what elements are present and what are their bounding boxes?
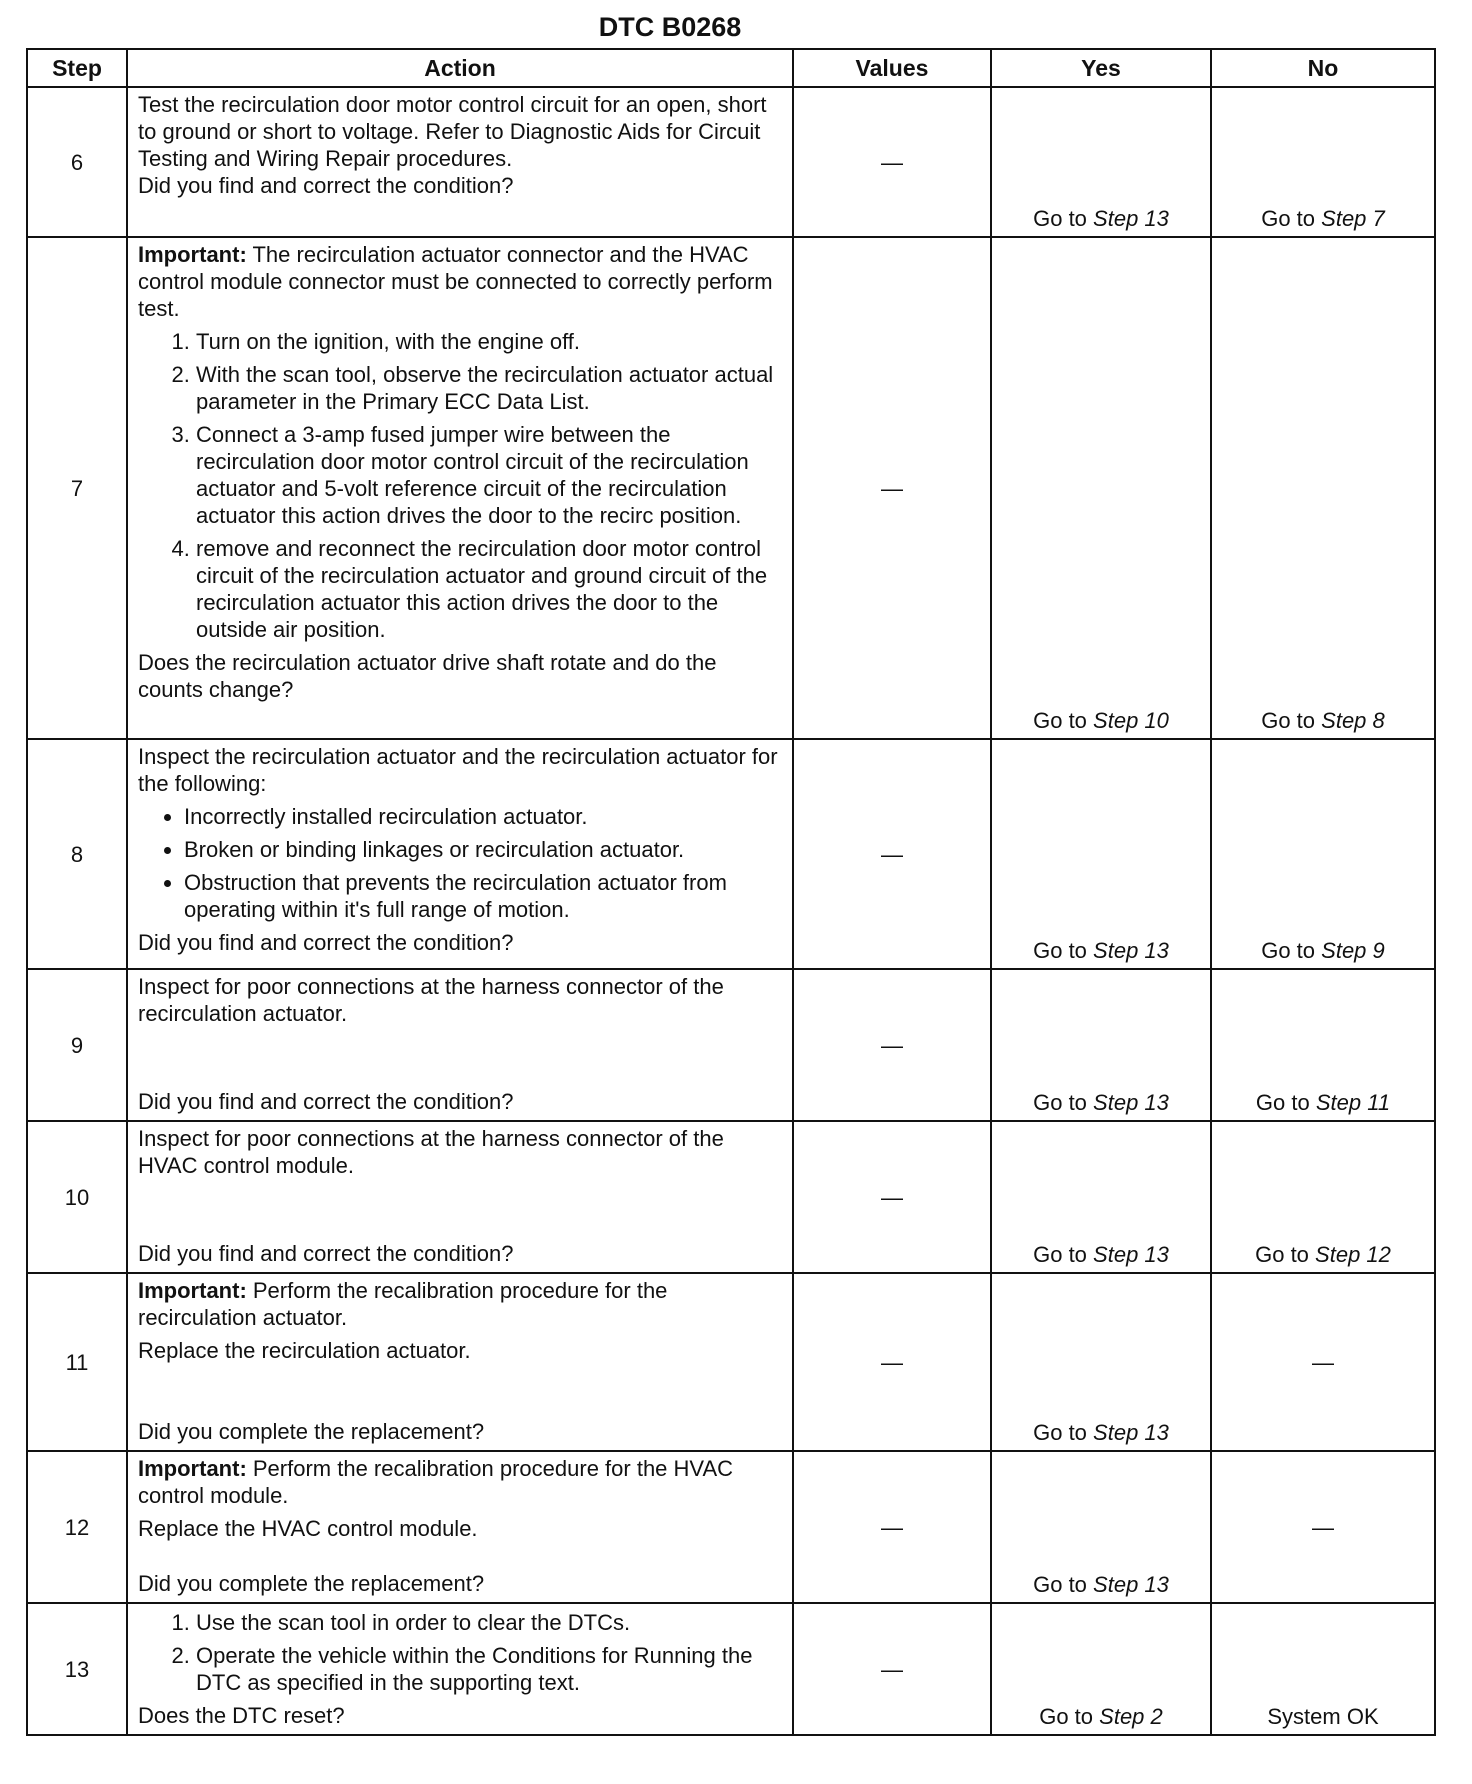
header-action: Action <box>127 49 793 87</box>
goto-label: Go to <box>1033 1420 1087 1445</box>
action-cell <box>127 87 793 237</box>
goto-label: Go to <box>1261 938 1316 963</box>
action-question: Did you complete the replacement? <box>138 1571 485 1596</box>
no-cell: — <box>1211 1451 1435 1603</box>
yes-cell <box>991 87 1211 237</box>
step-number: 6 <box>27 87 127 237</box>
page-title: DTC B0268 <box>598 12 742 42</box>
important-note <box>138 1277 782 1331</box>
yes-cell <box>991 969 1211 1121</box>
important-text: Perform the recalibration procedure for the recirculation actuator. <box>138 1278 668 1330</box>
action-text: Replace the recirculation actuator. <box>138 1338 471 1363</box>
table-row-step-12 <box>27 1451 1435 1603</box>
no-step-ref: Step 8 <box>1321 708 1385 733</box>
step-number: 10 <box>27 1121 127 1273</box>
important-label: Important: <box>138 1278 247 1303</box>
action-text: Inspect the recirculation actuator and the recirculation actuator for the following: <box>138 744 778 796</box>
yes-cell <box>991 1273 1211 1451</box>
values-cell: — <box>793 237 991 739</box>
goto-label: Go to <box>1255 1242 1309 1267</box>
list-item: 1. Use the scan tool in order to clear the DTCs. <box>196 1609 782 1636</box>
header-yes: Yes <box>991 49 1211 87</box>
goto-label: Go to <box>1039 1704 1094 1729</box>
goto-label: Go to <box>1261 708 1316 733</box>
action-text: Test the recirculation door motor control circuit for an open, short to ground or short to voltage. Refer to Diagnostic Aids for Circuit Testing and Wiring Repair procedures. <box>138 92 767 171</box>
header-step: Step <box>27 49 127 87</box>
yes-step-ref: Step 10 <box>1093 708 1169 733</box>
goto-label: Go to <box>1033 1242 1087 1267</box>
action-question: Does the recirculation actuator drive shaft rotate and do the counts change? <box>138 650 717 702</box>
action-question: Did you complete the replacement? <box>138 1419 485 1444</box>
important-label: Important: <box>138 242 247 267</box>
action-question: Did you find and correct the condition? <box>138 173 514 198</box>
no-step-ref: Step 7 <box>1321 206 1385 231</box>
list-item: • Obstruction that prevents the recirculation actuator from operating within it's full range of motion. <box>184 869 782 923</box>
dtc-table <box>26 48 1436 1736</box>
goto-label: Go to <box>1033 938 1087 963</box>
important-note <box>138 241 782 322</box>
values-cell: — <box>793 1273 991 1451</box>
goto-label: Go to <box>1033 1090 1087 1115</box>
action-question: Did you find and correct the condition? <box>138 930 514 955</box>
values-cell: — <box>793 1121 991 1273</box>
procedure-list <box>138 1609 782 1696</box>
yes-step-ref: Step 13 <box>1093 1420 1169 1445</box>
action-cell <box>127 1273 793 1451</box>
action-question: Did you find and correct the condition? <box>138 1089 514 1114</box>
list-item: 4. remove and reconnect the recirculation door motor control circuit of the recirculation actuator and ground circuit of the recirculation actuator this action drives the door to the outside air position. <box>196 535 782 643</box>
no-cell: System OK <box>1211 1603 1435 1735</box>
values-cell: — <box>793 969 991 1121</box>
yes-step-ref: Step 13 <box>1093 938 1169 963</box>
yes-step-ref: Step 13 <box>1093 1090 1169 1115</box>
list-item: 3. Connect a 3-amp fused jumper wire between the recirculation door motor control circuit of the recirculation actuator and 5-volt reference circuit of the recirculation actuator this action drives the door to the recirc position. <box>196 421 782 529</box>
values-cell: — <box>793 1451 991 1603</box>
no-cell: — <box>1211 1273 1435 1451</box>
no-cell <box>1211 237 1435 739</box>
step-number: 11 <box>27 1273 127 1451</box>
action-cell <box>127 969 793 1121</box>
table-row-step-13 <box>27 1603 1435 1735</box>
yes-step-ref: Step 13 <box>1093 1242 1169 1267</box>
important-note <box>138 1455 782 1509</box>
yes-cell <box>991 1121 1211 1273</box>
table-row-step-7 <box>27 237 1435 739</box>
no-cell <box>1211 87 1435 237</box>
action-cell <box>127 739 793 969</box>
table-row-step-6 <box>27 87 1435 237</box>
values-cell: — <box>793 739 991 969</box>
values-cell: — <box>793 1603 991 1735</box>
no-cell <box>1211 969 1435 1121</box>
list-item: • Incorrectly installed recirculation actuator. <box>184 803 782 830</box>
table-row-step-11 <box>27 1273 1435 1451</box>
action-text: Inspect for poor connections at the harness connector of the recirculation actuator. <box>138 974 724 1026</box>
yes-step-ref: Step 13 <box>1093 206 1169 231</box>
step-number: 13 <box>27 1603 127 1735</box>
yes-cell <box>991 237 1211 739</box>
goto-label: Go to <box>1261 206 1316 231</box>
no-cell <box>1211 1121 1435 1273</box>
important-text: Perform the recalibration procedure for the HVAC control module. <box>138 1456 734 1508</box>
step-number: 9 <box>27 969 127 1121</box>
no-cell <box>1211 739 1435 969</box>
yes-cell <box>991 1451 1211 1603</box>
step-number: 12 <box>27 1451 127 1603</box>
step-number: 7 <box>27 237 127 739</box>
no-step-ref: Step 9 <box>1321 938 1385 963</box>
important-label: Important: <box>138 1456 247 1481</box>
header-values: Values <box>793 49 991 87</box>
goto-label: Go to <box>1033 1572 1087 1597</box>
header-no: No <box>1211 49 1435 87</box>
action-text: Replace the HVAC control module. <box>138 1516 478 1541</box>
goto-label: Go to <box>1033 708 1087 733</box>
no-step-ref: Step 12 <box>1315 1242 1391 1267</box>
action-cell <box>127 1603 793 1735</box>
important-text: The recirculation actuator connector and the HVAC control module connector must be connected to correctly perform test. <box>138 242 773 321</box>
action-question: Does the DTC reset? <box>138 1703 345 1728</box>
header-row <box>27 49 1435 87</box>
inspection-list <box>138 803 782 923</box>
list-item: • Broken or binding linkages or recirculation actuator. <box>184 836 782 863</box>
yes-step-ref: Step 2 <box>1099 1704 1163 1729</box>
values-cell: — <box>793 87 991 237</box>
action-text: Inspect for poor connections at the harness connector of the HVAC control module. <box>138 1126 724 1178</box>
yes-cell <box>991 739 1211 969</box>
procedure-list <box>138 328 782 643</box>
yes-step-ref: Step 13 <box>1093 1572 1169 1597</box>
action-cell <box>127 237 793 739</box>
list-item: 1. Turn on the ignition, with the engine off. <box>196 328 782 355</box>
yes-cell <box>991 1603 1211 1735</box>
action-cell <box>127 1121 793 1273</box>
list-item: 2. With the scan tool, observe the recirculation actuator actual parameter in the Primary ECC Data List. <box>196 361 782 415</box>
goto-label: Go to <box>1033 206 1087 231</box>
table-row-step-10 <box>27 1121 1435 1273</box>
action-cell <box>127 1451 793 1603</box>
no-step-ref: Step 11 <box>1315 1090 1391 1115</box>
step-number: 8 <box>27 739 127 969</box>
table-row-step-9 <box>27 969 1435 1121</box>
list-item: 2. Operate the vehicle within the Conditions for Running the DTC as specified in the supporting text. <box>196 1642 782 1696</box>
action-question: Did you find and correct the condition? <box>138 1241 514 1266</box>
table-row-step-8 <box>27 739 1435 969</box>
goto-label: Go to <box>1255 1090 1310 1115</box>
